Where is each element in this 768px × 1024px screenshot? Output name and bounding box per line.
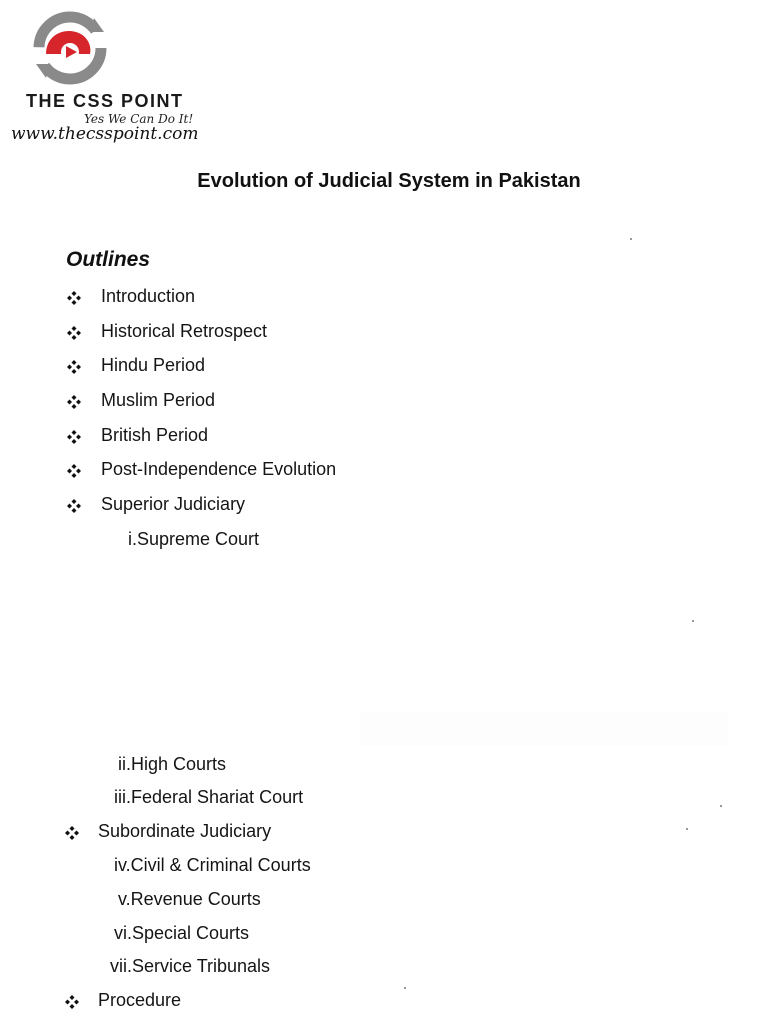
outline-item-superior-judiciary: Superior Judiciary <box>101 494 246 514</box>
diamond-bullet-icon <box>66 325 82 341</box>
document-title: Evolution of Judicial System in Pakistan <box>197 170 581 192</box>
outline-subitem-federal-shariat-court: iii.Federal Shariat Court <box>114 787 304 807</box>
scan-speck <box>404 987 406 989</box>
diamond-bullet-icon <box>66 498 82 514</box>
brand-name: THE CSS POINT <box>26 91 184 111</box>
diamond-bullet-icon <box>66 359 82 375</box>
scan-speck <box>686 828 688 830</box>
outline-item-subordinate-judiciary: Subordinate Judiciary <box>98 821 272 841</box>
outline-item-muslim-period: Muslim Period <box>101 390 216 410</box>
scan-speck <box>692 620 694 622</box>
diamond-bullet-icon <box>66 463 82 479</box>
outline-item-hindu-period: Hindu Period <box>101 355 206 375</box>
outline-item-procedure: Procedure <box>98 990 182 1010</box>
outline-subitem-civil-criminal-courts: iv.Civil & Criminal Courts <box>114 855 311 875</box>
outline-subitem-special-courts: vi.Special Courts <box>114 923 250 943</box>
brand-website: www.thecsspoint.com <box>11 124 199 144</box>
outline-item-post-independence: Post-Independence Evolution <box>101 459 337 479</box>
scan-speck <box>720 805 722 807</box>
outline-subitem-revenue-courts: v.Revenue Courts <box>118 889 261 909</box>
outline-subitem-high-courts: ii.High Courts <box>118 754 227 774</box>
outline-subitem-service-tribunals: vii.Service Tribunals <box>110 956 271 976</box>
scan-speck <box>630 238 632 240</box>
outlines-heading: Outlines <box>66 248 151 271</box>
diamond-bullet-icon <box>66 290 82 306</box>
diamond-bullet-icon <box>66 429 82 445</box>
css-point-logo-icon <box>32 10 108 86</box>
outline-item-british-period: British Period <box>101 425 209 445</box>
outline-item-historical-retrospect: Historical Retrospect <box>101 321 268 341</box>
scan-page-break <box>360 712 728 746</box>
diamond-bullet-icon <box>64 994 80 1010</box>
outline-item-introduction: Introduction <box>101 286 196 306</box>
diamond-bullet-icon <box>66 394 82 410</box>
brand-tagline: Yes We Can Do It! <box>84 112 194 126</box>
outline-subitem-supreme-court: i.Supreme Court <box>128 529 260 549</box>
diamond-bullet-icon <box>64 825 80 841</box>
brand-logo <box>8 6 208 146</box>
